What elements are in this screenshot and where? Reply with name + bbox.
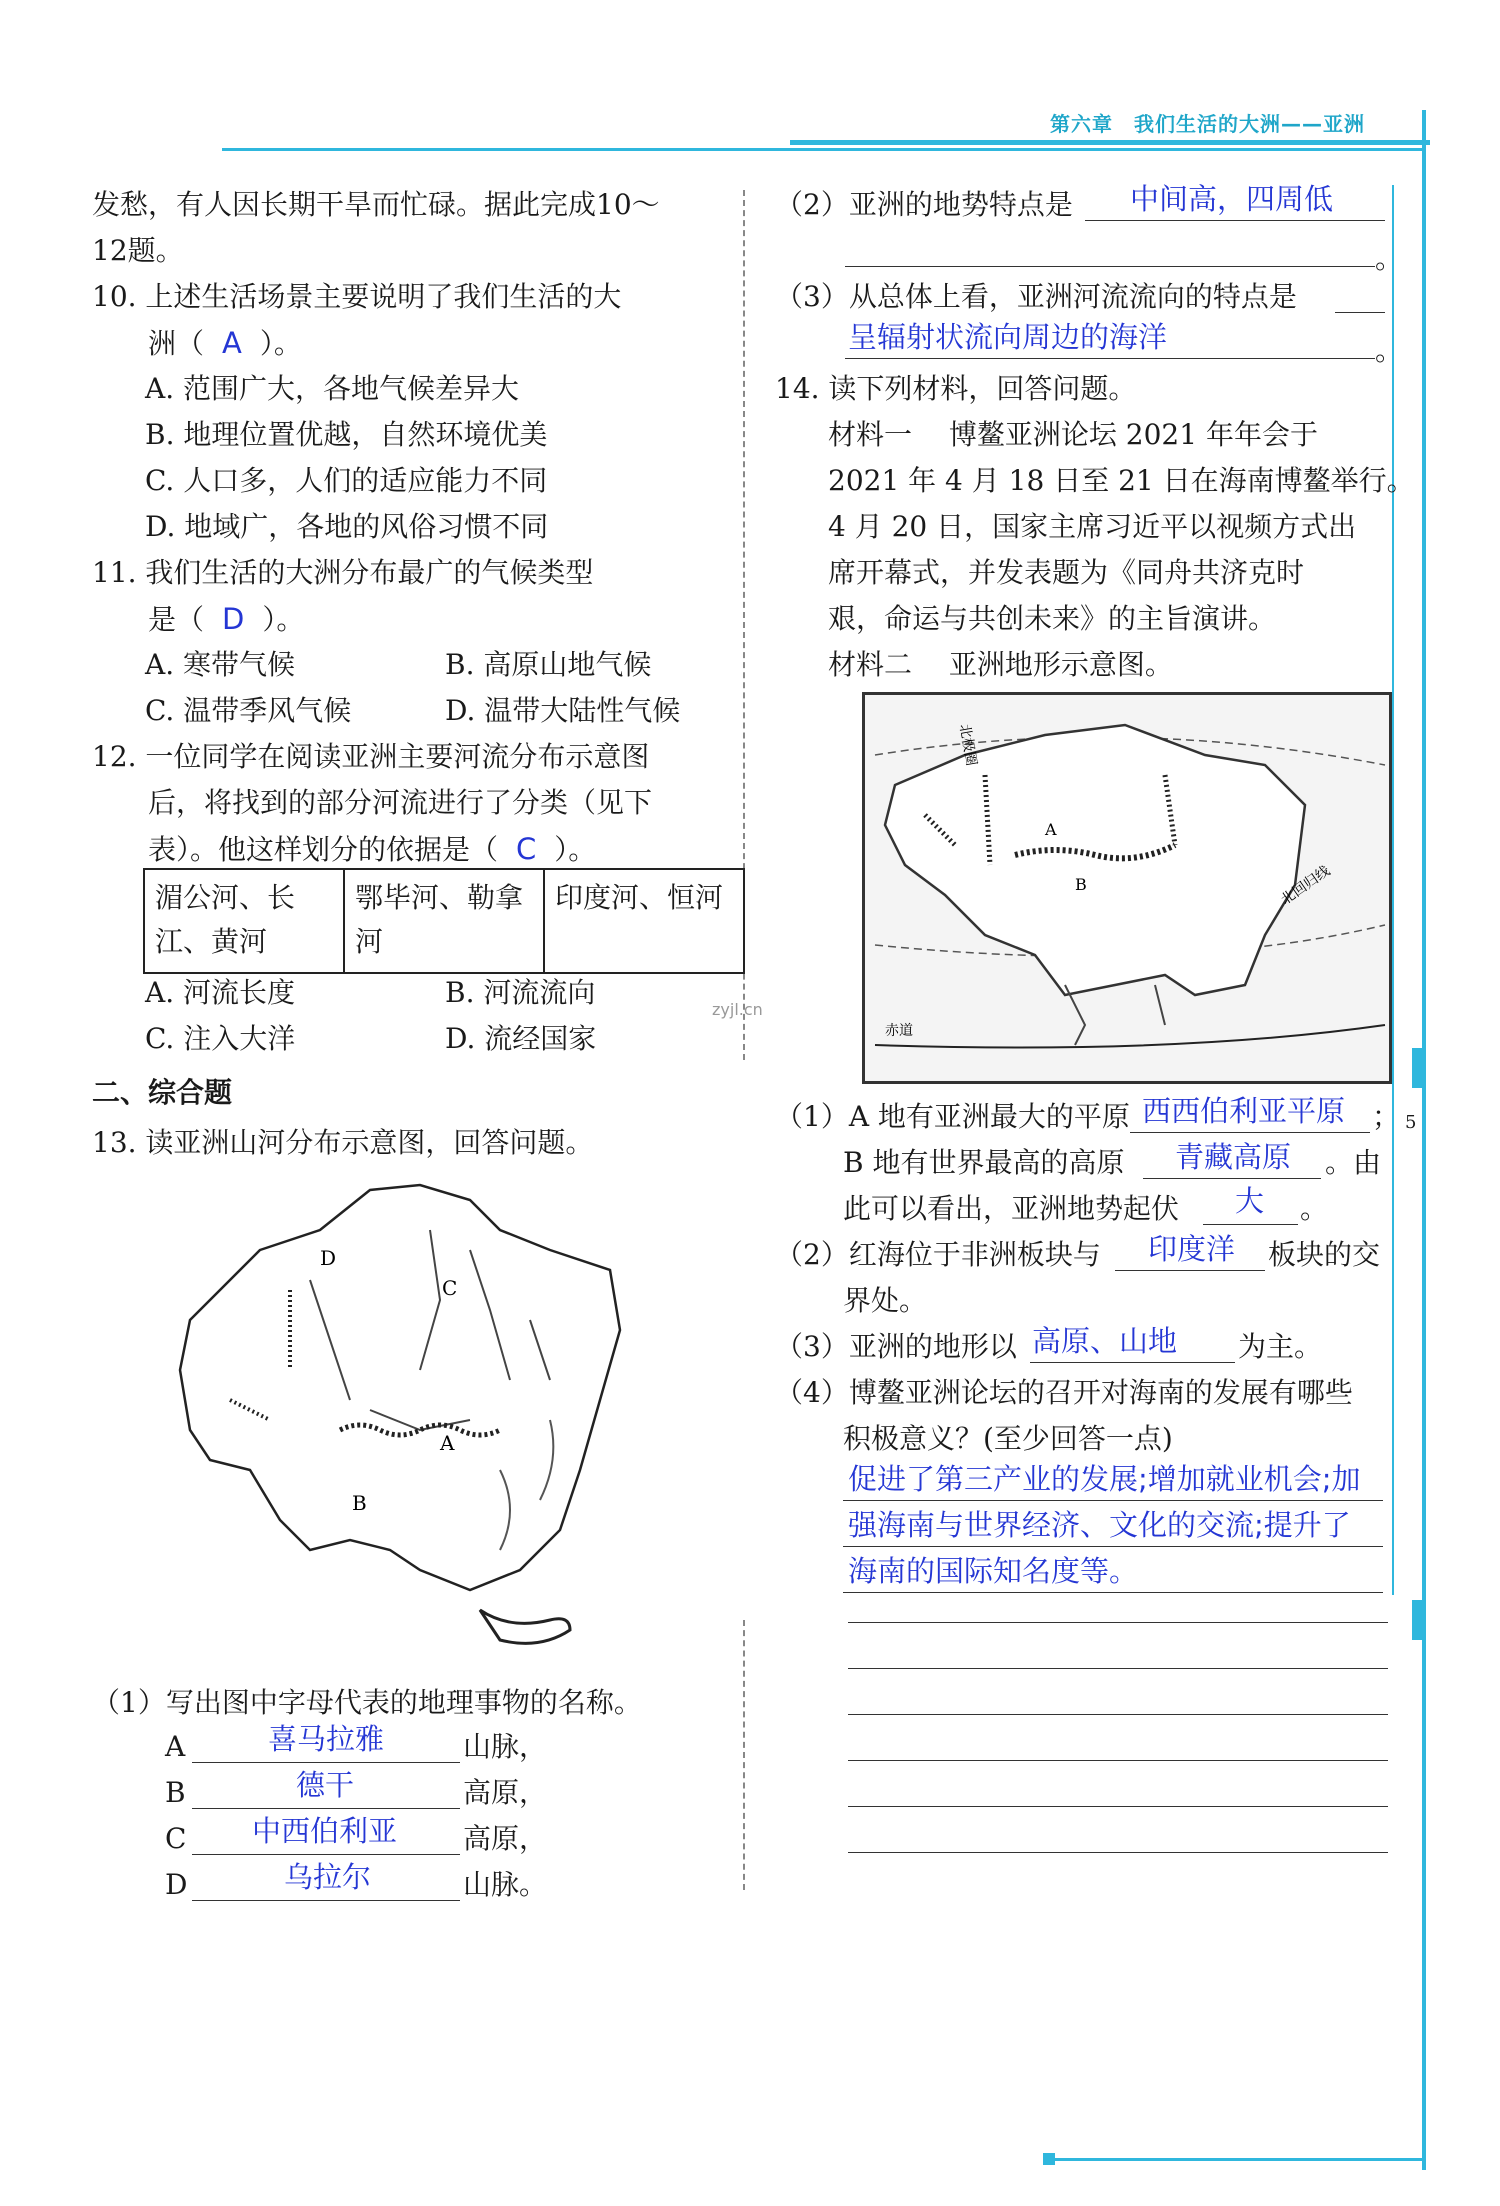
q12-line-3: 表）。他这样划分的依据是（ C ）。 (148, 832, 597, 866)
tropic-label: 北回归线 (1278, 863, 1334, 909)
map-label-b: B (352, 1491, 367, 1515)
table-cell: 印度河、恒河 (544, 869, 744, 973)
q11-answer: D (222, 602, 245, 636)
q14-s1-p1: （1）A 地有亚洲最大的平原 (775, 1100, 1130, 1133)
q14-s1-answer-1: 西西伯利亚平原 (1142, 1094, 1346, 1128)
map-label-a: A (1045, 820, 1057, 839)
q12-option-a: A. 河流长度 (145, 976, 296, 1009)
q13-title: 13. 读亚洲山河分布示意图，回答问题。 (92, 1126, 594, 1159)
table-cell: 湄公河、长江、黄河 (144, 869, 344, 973)
q13-sub1: （1）写出图中字母代表的地理事物的名称。 (92, 1686, 642, 1719)
blank-line (848, 1622, 1388, 1623)
q13-item-a: A (165, 1730, 186, 1763)
q13-item-d: D (165, 1868, 188, 1901)
answer-line (192, 1900, 460, 1901)
material1-line-3: 4 月 20 日，国家主席习近平以视频方式出 (828, 510, 1357, 543)
answer-line (845, 266, 1375, 267)
map-label-b: B (1075, 875, 1087, 894)
q14-s3-p2: 为主。 (1238, 1330, 1323, 1363)
material1-line-1: 材料一 博鳌亚洲论坛 2021 年年会于 (828, 418, 1318, 451)
q14-s1-p3: B 地有世界最高的高原 (843, 1146, 1125, 1179)
map-label-d: D (320, 1246, 337, 1270)
q13-suffix-d: 山脉。 (463, 1868, 548, 1901)
q13-3-answer: 呈辐射状流向周边的海洋 (848, 320, 1168, 354)
q10-option-a: A. 范围广大，各地气候差异大 (145, 372, 520, 405)
blank-line (848, 1760, 1388, 1761)
intro-line-2: 12题。 (92, 234, 184, 267)
q10-line-1: 10. 上述生活场景主要说明了我们生活的大 (92, 280, 622, 313)
q14-title: 14. 读下列材料，回答问题。 (775, 372, 1137, 405)
header-rule-thick (790, 140, 1430, 145)
q14-s3-answer: 高原、山地 (1032, 1324, 1178, 1358)
q14-s1-p2: ； (1372, 1100, 1401, 1133)
edge-bar (1422, 110, 1426, 2170)
q14-s1-p4: 。由 (1325, 1146, 1382, 1179)
map-label-c: C (442, 1276, 458, 1300)
page-number: 5 (1405, 1112, 1417, 1133)
q13-answer-c: 中西伯利亚 (252, 1814, 398, 1848)
edge-tab (1412, 1048, 1426, 1088)
blank-line (848, 1668, 1388, 1669)
blank-line (848, 1806, 1388, 1807)
q13-3-end: 。 (1375, 334, 1404, 367)
q14-s3-p1: （3）亚洲的地形以 (775, 1330, 1017, 1363)
q14-s4-line-1: （4）博鳌亚洲论坛的召开对海南的发展有哪些 (775, 1376, 1353, 1409)
q14-s4-answer-2: 强海南与世界经济、文化的交流;提升了 (848, 1508, 1351, 1542)
q12-line-1: 12. 一位同学在阅读亚洲主要河流分布示意图 (92, 740, 650, 773)
q12-option-b: B. 河流流向 (445, 976, 596, 1009)
q14-s2-p3: 界处。 (843, 1284, 928, 1317)
q13-2-label: （2）亚洲的地势特点是 (775, 188, 1073, 221)
q11-option-d: D. 温带大陆性气候 (445, 694, 681, 727)
material1-line-4: 席开幕式，并发表题为《同舟共济克时 (828, 556, 1305, 589)
q11-line-2: 是（ D ）。 (148, 602, 305, 636)
intro-line-1: 发愁，有人因长期干旱而忙碌。据此完成10～ (92, 188, 660, 221)
column-divider-lower (743, 1620, 745, 1890)
q14-s2-p2: 板块的交 (1268, 1238, 1381, 1271)
q13-2-answer: 中间高，四周低 (1130, 182, 1334, 216)
q11-option-a: A. 寒带气候 (145, 648, 296, 681)
q14-s1-answer-2: 青藏高原 (1175, 1140, 1292, 1174)
right-border (1392, 185, 1394, 1595)
q13-2-end: 。 (1375, 242, 1404, 275)
table-cell: 鄂毕河、勒拿河 (344, 869, 544, 973)
q12-line-2: 后，将找到的部分河流进行了分类（见下 (148, 786, 653, 819)
blank-line (848, 1714, 1388, 1715)
q12-option-c: C. 注入大洋 (145, 1022, 296, 1055)
blank-line (848, 1852, 1388, 1853)
q13-suffix-b: 高原， (463, 1776, 548, 1809)
footer-square (1043, 2153, 1055, 2165)
equator-label: 赤道 (885, 1023, 913, 1039)
q13-suffix-c: 高原， (463, 1822, 548, 1855)
q10-option-d: D. 地域广，各地的风俗习惯不同 (145, 510, 549, 543)
q10-line-2: 洲（ A ）。 (148, 326, 302, 360)
watermark: zyjl.cn (712, 1000, 763, 1019)
q14-s4-answer-3: 海南的国际知名度等。 (848, 1554, 1139, 1588)
material1-line-5: 艰，命运与共创未来》的主旨演讲。 (828, 602, 1277, 635)
map-label-a: A (440, 1431, 455, 1455)
chapter-header: 第六章 我们生活的大洲——亚洲 (1050, 112, 1365, 136)
asia-terrain-map (862, 692, 1392, 1084)
q14-s4-line-2: 积极意义？(至少回答一点) (843, 1422, 1173, 1455)
q11-line-1: 11. 我们生活的大洲分布最广的气候类型 (92, 556, 594, 589)
q10-option-c: C. 人口多，人们的适应能力不同 (145, 464, 548, 497)
q13-item-c: C (165, 1822, 187, 1855)
q14-s1-p5: 此可以看出，亚洲地势起伏 (843, 1192, 1180, 1225)
q14-s1-p6: 。 (1300, 1192, 1329, 1225)
q13-item-b: B (165, 1776, 186, 1809)
q14-s4-answer-1: 促进了第三产业的发展;增加就业机会;加 (848, 1462, 1361, 1496)
edge-tab-bottom (1412, 1600, 1426, 1640)
answer-line (1335, 312, 1385, 313)
q14-s2-p1: （2）红海位于非洲板块与 (775, 1238, 1101, 1271)
header-rule (222, 148, 1422, 151)
footer-bar (1050, 2158, 1426, 2161)
material2-label: 材料二 亚洲地形示意图。 (828, 648, 1173, 681)
asia-river-map (170, 1170, 650, 1670)
q14-s2-answer: 印度洋 (1148, 1232, 1236, 1266)
arctic-circle-label: 北极圈 (956, 722, 980, 768)
q11-option-b: B. 高原山地气候 (445, 648, 652, 681)
section-title: 二、综合题 (92, 1076, 233, 1109)
q13-answer-b: 德干 (296, 1768, 355, 1802)
q13-3-label: （3）从总体上看，亚洲河流流向的特点是 (775, 280, 1297, 313)
answer-line (1203, 1224, 1298, 1225)
material1-line-2: 2021 年 4 月 18 日至 21 日在海南博鳌举行。 (828, 464, 1415, 497)
q14-s1-answer-3: 大 (1235, 1184, 1265, 1218)
q11-option-c: C. 温带季风气候 (145, 694, 352, 727)
q13-answer-d: 乌拉尔 (284, 1860, 372, 1894)
q13-suffix-a: 山脉， (463, 1730, 548, 1763)
q10-option-b: B. 地理位置优越，自然环境优美 (145, 418, 548, 451)
q12-answer: C (516, 832, 537, 866)
q13-answer-a: 喜马拉雅 (268, 1722, 385, 1756)
river-classification-table (143, 868, 745, 974)
q12-option-d: D. 流经国家 (445, 1022, 597, 1055)
q10-answer: A (222, 326, 242, 360)
